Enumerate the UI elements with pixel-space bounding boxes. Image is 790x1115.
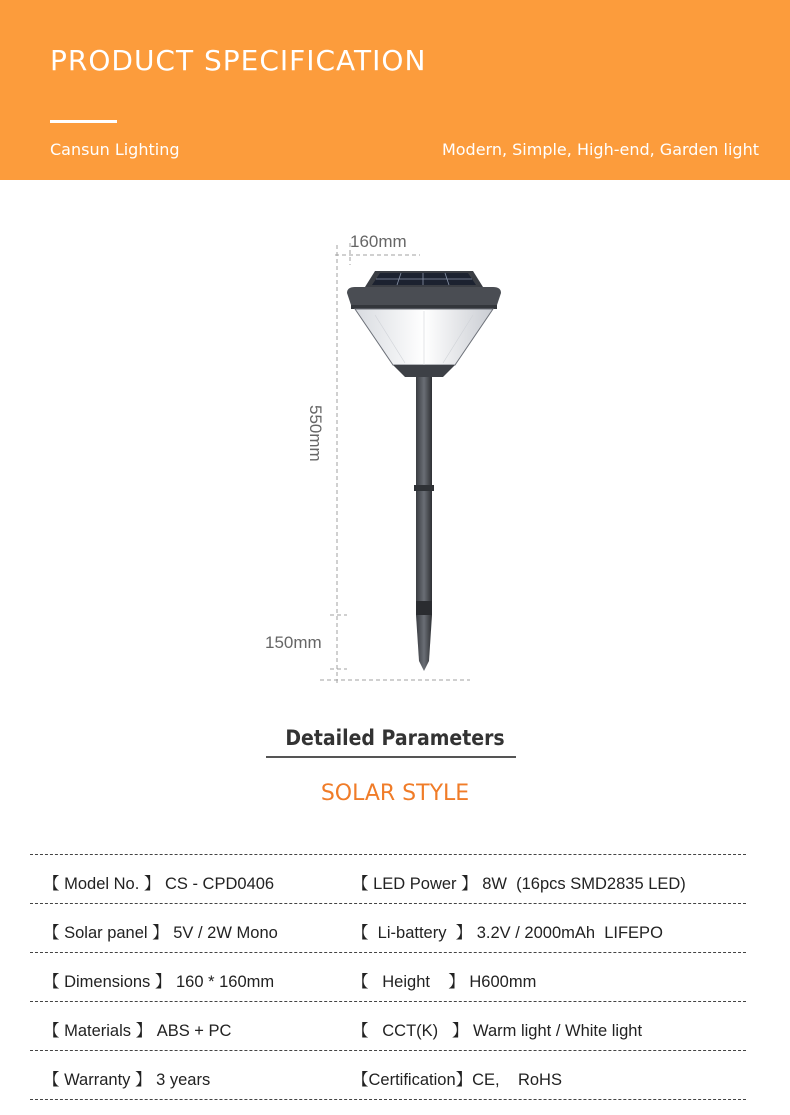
spec-row [30, 903, 746, 952]
spec-cell: 【 Dimensions 】 160 * 160mm [43, 973, 275, 991]
spec-key: LED Power [373, 875, 457, 893]
spec-value: CE, RoHS [472, 1071, 562, 1089]
spec-row [30, 1001, 746, 1050]
spec-cell: 【 Height 】 H600mm [352, 973, 537, 991]
spec-cell: 【 Warranty 】 3 years [43, 1071, 211, 1089]
spec-key: Height [373, 973, 444, 991]
spec-row [30, 854, 746, 903]
spec-value: 5V / 2W Mono [173, 924, 278, 942]
spec-table [30, 854, 746, 1100]
spec-key: Materials [64, 1022, 132, 1040]
spec-key: Solar panel [64, 924, 148, 942]
spec-key: Li-battery [373, 924, 452, 942]
title-underline [50, 120, 117, 123]
spec-cell: 【 CCT(K) 】 Warm light / White light [352, 1022, 643, 1040]
spec-value: CS - CPD0406 [164, 875, 275, 893]
spec-key: Warranty [64, 1071, 131, 1089]
spec-value: H600mm [469, 973, 537, 991]
spec-value: Warm light / White light [473, 1022, 643, 1040]
height-dimension-label: 550mm [306, 405, 325, 462]
spec-row [30, 1050, 746, 1100]
spec-value: 8W (16pcs SMD2835 LED) [482, 875, 686, 893]
spec-key: CCT(K) [373, 1022, 448, 1040]
spec-cell: 【 Solar panel 】 5V / 2W Mono [43, 924, 278, 942]
spec-cell: 【 Materials 】 ABS + PC [43, 1022, 232, 1040]
ground-spike [416, 615, 432, 671]
spec-key: Model No. [64, 875, 140, 893]
spec-value: 160 * 160mm [175, 973, 275, 991]
solar-lamp-illustration [255, 225, 535, 695]
header-banner [0, 0, 790, 180]
spec-value: 3.2V / 2000mAh LIFEPO [476, 924, 663, 942]
section-subtitle: SOLAR STYLE [320, 781, 470, 806]
lamp-cap [347, 287, 501, 305]
section-title-underline [266, 756, 516, 758]
width-dimension-label: 160mm [350, 232, 407, 251]
spike-dimension-label: 150mm [265, 633, 322, 652]
page-title: PRODUCT SPECIFICATION [50, 44, 427, 77]
spec-cell: 【 Model No. 】 CS - CPD0406 [43, 875, 275, 893]
section-title: Detailed Parameters [285, 726, 505, 750]
spec-value: 3 years [156, 1071, 211, 1089]
lamp-base [393, 365, 455, 377]
spec-key: Dimensions [64, 973, 151, 991]
product-diagram [255, 225, 535, 695]
tagline: Modern, Simple, High-end, Garden light [441, 140, 759, 159]
brand-name: Cansun Lighting [50, 140, 180, 159]
spec-cell: 【 LED Power 】 8W (16pcs SMD2835 LED) [352, 875, 686, 893]
spec-row [30, 952, 746, 1001]
spec-key: Certification [368, 1071, 456, 1089]
spec-value: ABS + PC [156, 1022, 232, 1040]
spec-cell: 【Certification】CE, RoHS [352, 1071, 562, 1089]
spec-cell: 【 Li-battery 】 3.2V / 2000mAh LIFEPO [352, 924, 663, 942]
